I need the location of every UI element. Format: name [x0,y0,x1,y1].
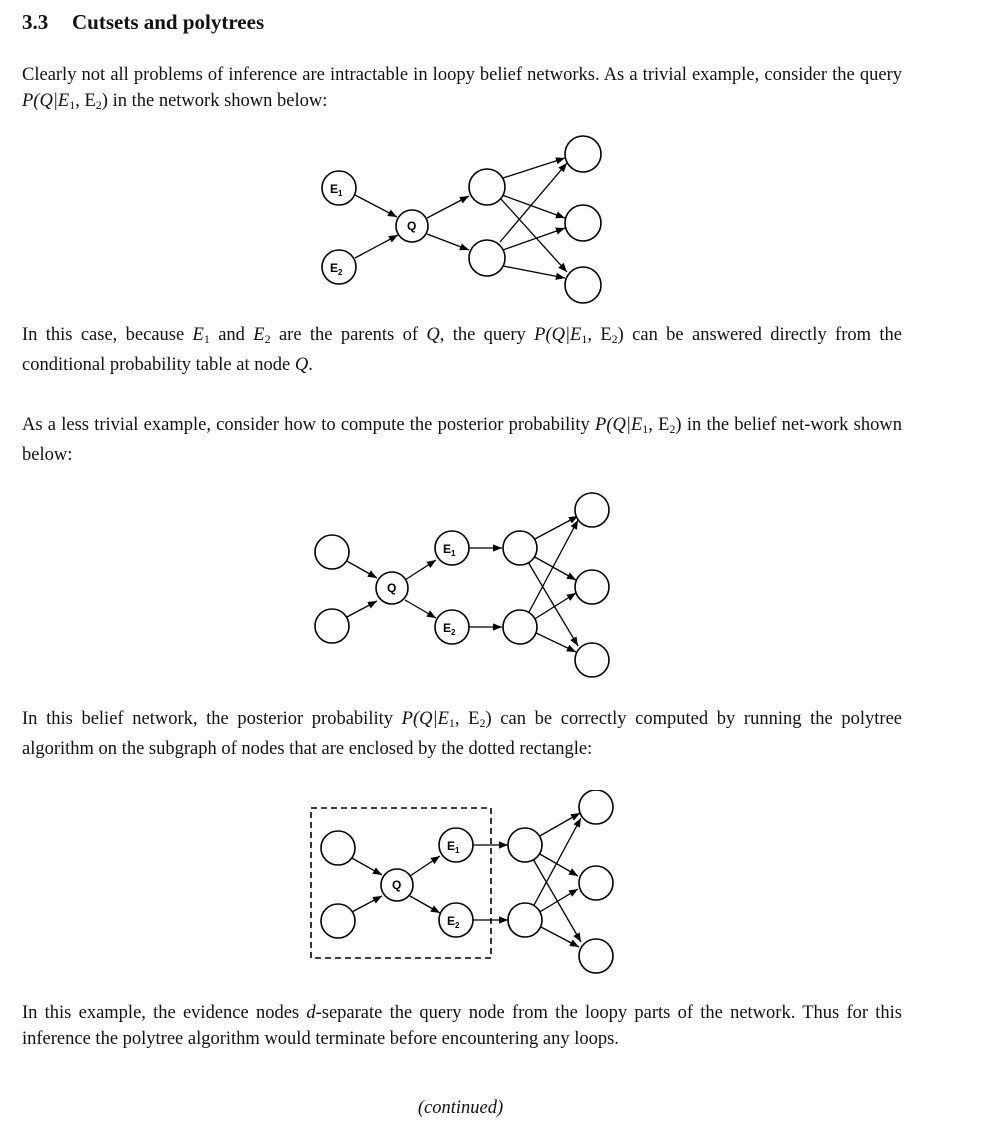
math-query: $P(Q|E_1$, $E_2$) [401,709,492,730]
node-e2 [322,250,356,284]
math-query: $P(Q|E_1$, $E_2$) [22,91,108,112]
node-a [503,531,537,565]
node-e1 [439,828,473,862]
paragraph-trivial-case: In this case, because $E_1$ and $E_2$ are the parents of Q, the query $P(Q|E_1$, $E_2$) can be answered directly from the conditional probability table at node Q. [22,325,902,375]
continued-note: (continued) [417,1098,504,1118]
node-e1 [322,171,356,205]
node-d [579,866,613,900]
node-e1 [435,531,469,565]
svg-text:Q: Q [392,878,402,892]
math-query: $P(Q|E_1$, $E_2$) [595,415,682,436]
section-title: Cutsets and polytrees [72,10,265,34]
node-b [503,610,537,644]
math-e1: $E_1$ [192,325,210,346]
node-c [575,493,609,527]
node-d [575,570,609,604]
edge-a-d [533,556,576,580]
edge-q-e1 [410,856,440,876]
node-l1 [321,831,355,865]
math-q: Q [294,355,309,375]
edges [355,158,567,278]
edge-l1-q [350,857,382,875]
svg-text:E2: $E_2$ [447,914,460,930]
edge-a-e [500,198,567,272]
math-e2: $E_2$ [253,325,271,346]
text: Clearly not all problems of inference are intractable in loopy belief networks. As a trivial example, consider the query [22,65,902,85]
edge-l1-q [345,560,377,578]
paragraph-polytree: In this belief network, the posterior probability $P(Q|E_1$, $E_2$) can be correctly computed by running the polytree algorithm on the subgraph of nodes that are enclosed by the dotted rectangle: [22,709,902,759]
edge-b-c [500,163,567,242]
edge-a-e [533,859,581,942]
edge-a-c [538,813,580,837]
edge-b-e [534,632,576,652]
node-e [579,939,613,973]
node-b [469,240,505,276]
edge-q-e2 [410,896,440,913]
paragraph-less-trivial: As a less trivial example, consider how to compute the posterior probability $P(Q|E_1$, $E_2$) in the belief net-work shown below: [22,415,902,465]
edge-e2-q [355,235,398,258]
section-number: 3.3 [22,10,49,34]
edge-q-a [427,196,469,218]
edge-l2-q [345,601,377,618]
edge-a-c [533,516,578,540]
figure-1-network [0,130,1001,310]
paragraph-intro [22,62,902,118]
edge-a-c [503,158,565,178]
node-q [376,572,408,604]
node-e [575,643,609,677]
node-l1 [315,535,349,569]
edge-a-d [538,853,578,876]
node-q [396,210,428,242]
edge-a-d [502,195,565,218]
edge-e1-q [355,195,397,217]
figure-3-network [0,790,1001,980]
svg-text:E1: $E_1$ [330,182,343,198]
edge-b-d [538,889,578,913]
edge-q-b [427,234,469,250]
node-e2 [439,903,473,937]
edge-b-c [533,818,581,907]
edge-l2-q [350,896,382,913]
node-q [381,869,413,901]
node-a [508,828,542,862]
edge-b-d [533,593,576,620]
node-l2 [321,904,355,938]
edge-q-e2 [405,600,436,618]
node-e [565,267,601,303]
node-d [565,205,601,241]
section-heading [22,10,264,35]
node-c [565,136,601,172]
edge-b-e [503,266,565,278]
edge-b-c [528,520,578,614]
node-c [579,790,613,824]
svg-text:Q: Q [387,581,397,595]
figure-2-network [0,490,1001,680]
svg-text:E2: $E_2$ [443,621,456,637]
node-a [469,169,505,205]
math-d: d [306,1003,316,1023]
node-b [508,903,542,937]
svg-text:E1: $E_1$ [443,542,456,558]
edge-q-e1 [405,560,436,580]
text: in the network shown below: [107,91,328,111]
node-l2 [315,609,349,643]
math-query: $P(Q|E_1$, $E_2$) [534,325,624,346]
svg-text:E1: $E_1$ [447,839,460,855]
edge-b-d [503,228,565,250]
svg-text:E2: $E_2$ [330,261,343,277]
paragraph-d-separation: In this example, the evidence nodes d-separate the query node from the loopy parts of the network. Thus for this inference the polytree algorithm would terminate before encountering any loops. [22,1003,902,1049]
svg-text:Q: Q [407,219,417,233]
math-q: Q [426,325,440,345]
node-e2 [435,610,469,644]
